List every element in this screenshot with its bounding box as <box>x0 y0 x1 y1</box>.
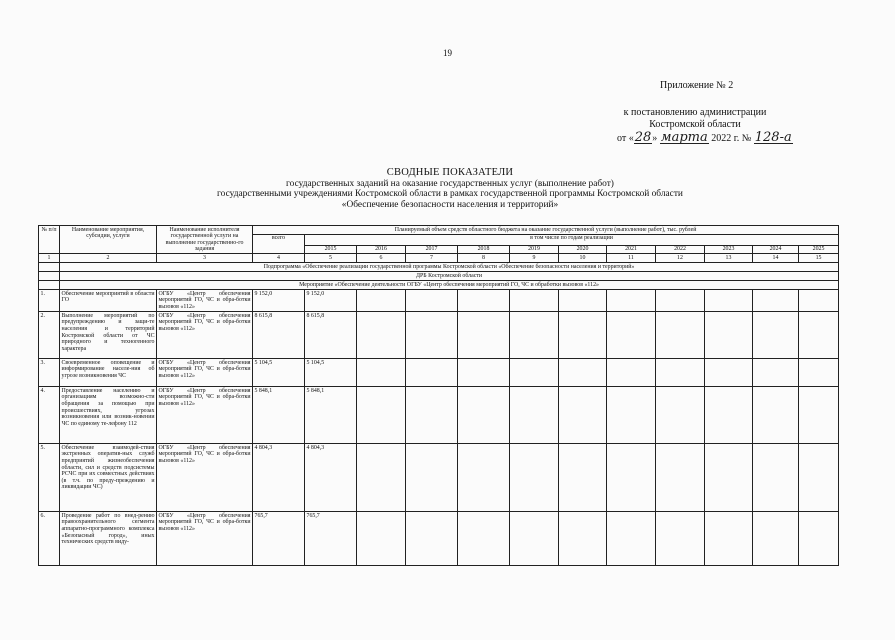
empty-cell <box>510 444 559 512</box>
header-year: 2019 <box>510 245 559 254</box>
row-2015: 4 804,3 <box>305 444 357 512</box>
empty-cell <box>656 312 705 359</box>
row-2015: 8 615,8 <box>305 312 357 359</box>
column-number: 7 <box>406 254 458 263</box>
empty-cell <box>607 512 656 566</box>
resolution-reference <box>610 107 780 131</box>
empty-cell <box>753 290 799 312</box>
table-row <box>39 387 839 444</box>
row-total: 5 848,1 <box>253 387 305 444</box>
resolution-line-2: Костромской области <box>649 119 741 130</box>
empty-cell <box>559 290 607 312</box>
empty-cell <box>799 512 839 566</box>
header-row-1 <box>39 226 839 235</box>
empty-cell <box>357 359 406 387</box>
empty-cell <box>406 444 458 512</box>
empty-cell <box>406 290 458 312</box>
row-name: Своевременное оповещение и информирование населе-ния об угрозе возникновения ЧС <box>60 359 157 387</box>
date-year: 2022 г. № <box>708 133 754 144</box>
row-executor: ОГБУ «Центр обеспечения мероприятий ГО, ЧС и обра-ботки вызовов «112» <box>157 444 253 512</box>
header-year: 2025 <box>799 245 839 254</box>
header-year: 2020 <box>559 245 607 254</box>
header-year: 2018 <box>458 245 510 254</box>
column-number-row <box>39 254 839 263</box>
column-number: 3 <box>157 254 253 263</box>
row-executor: ОГБУ «Центр обеспечения мероприятий ГО, ЧС и обра-ботки вызовов «112» <box>157 359 253 387</box>
empty-cell <box>799 359 839 387</box>
department-row <box>39 272 839 281</box>
handwritten-number: 128-а <box>754 130 792 145</box>
activity-row <box>39 281 839 290</box>
row-num: 5. <box>39 444 60 512</box>
row-name: Предоставление населению и организациям возможно-сти обращения за помощью при происшествиях, угрозах возникновения или возник-новении ЧС по единому те-лефону 112 <box>60 387 157 444</box>
header-year: 2022 <box>656 245 705 254</box>
empty-cell <box>406 359 458 387</box>
row-executor: ОГБУ «Центр обеспечения мероприятий ГО, ЧС и обра-ботки вызовов «112» <box>157 387 253 444</box>
indicators-table <box>38 225 839 566</box>
empty-cell <box>458 512 510 566</box>
column-number: 11 <box>607 254 656 263</box>
empty-cell <box>799 444 839 512</box>
row-total: 765,7 <box>253 512 305 566</box>
empty-cell <box>458 444 510 512</box>
section-spacer <box>39 263 60 272</box>
empty-cell <box>357 512 406 566</box>
title-line-4: «Обеспечение безопасности населения и территорий» <box>341 199 559 210</box>
empty-cell <box>406 312 458 359</box>
column-number: 9 <box>510 254 559 263</box>
column-number: 8 <box>458 254 510 263</box>
table-row <box>39 444 839 512</box>
section-spacer <box>39 281 60 290</box>
empty-cell <box>607 387 656 444</box>
row-name: Проведение работ по внед-рению правоохранительного сегмента аппаратно-программного комплекса «Безопасный город», иных технических средств виду- <box>60 512 157 566</box>
empty-cell <box>458 359 510 387</box>
row-num: 2. <box>39 312 60 359</box>
column-number: 2 <box>60 254 157 263</box>
empty-cell <box>357 444 406 512</box>
empty-cell <box>656 290 705 312</box>
row-name: Обеспечение взаимодей-ствия экстренных оператив-ных служб предприятий жизнеобеспечения области, сил и средств подсистемы РСЧС при их совместных действиях (в т.ч. по преду-преждению и ликвидации ЧС) <box>60 444 157 512</box>
empty-cell <box>705 312 753 359</box>
empty-cell <box>705 512 753 566</box>
title-line-1: СВОДНЫЕ ПОКАЗАТЕЛИ <box>386 167 514 178</box>
empty-cell <box>406 387 458 444</box>
header-year: 2021 <box>607 245 656 254</box>
column-number: 1 <box>39 254 60 263</box>
empty-cell <box>510 387 559 444</box>
empty-cell <box>705 387 753 444</box>
empty-cell <box>559 387 607 444</box>
empty-cell <box>607 359 656 387</box>
table-row <box>39 512 839 566</box>
column-number: 4 <box>253 254 305 263</box>
header-planned: Планируемый объем средств областного бюджета на оказание государственной услуги (выполнение работ), тыс. рублей <box>253 226 839 235</box>
empty-cell <box>458 312 510 359</box>
empty-cell <box>799 312 839 359</box>
column-number: 10 <box>559 254 607 263</box>
empty-cell <box>559 312 607 359</box>
column-number: 15 <box>799 254 839 263</box>
resolution-line-1: к постановлению администрации <box>623 107 767 118</box>
empty-cell <box>510 290 559 312</box>
table-row <box>39 312 839 359</box>
empty-cell <box>559 359 607 387</box>
empty-cell <box>607 290 656 312</box>
empty-cell <box>357 290 406 312</box>
date-mid: » <box>652 133 660 144</box>
empty-cell <box>705 444 753 512</box>
row-total: 9 152,0 <box>253 290 305 312</box>
header-by-years: в том числе по годам реализации <box>305 234 839 245</box>
row-num: 3. <box>39 359 60 387</box>
row-total: 8 615,8 <box>253 312 305 359</box>
section-spacer <box>39 272 60 281</box>
empty-cell <box>799 387 839 444</box>
header-year: 2024 <box>753 245 799 254</box>
empty-cell <box>799 290 839 312</box>
header-year: 2015 <box>305 245 357 254</box>
row-2015: 765,7 <box>305 512 357 566</box>
table-row <box>39 359 839 387</box>
resolution-date-line <box>617 132 793 144</box>
row-name: Выполнение мероприятий по предупреждению и защи-те населения и территорий Костромской области от ЧС природного и техногенного характера <box>60 312 157 359</box>
activity-title: Мероприятие «Обеспечение деятельности ОГБУ «Центр обеспечения мероприятий ГО, ЧС и обработки вызовов «112» <box>60 281 839 290</box>
header-executor: Наименование исполнителя государственной услуги на выполнение государственно-го задания <box>157 226 253 254</box>
row-executor: ОГБУ «Центр обеспечения мероприятий ГО, ЧС и обра-ботки вызовов «112» <box>157 512 253 566</box>
column-number: 5 <box>305 254 357 263</box>
empty-cell <box>753 359 799 387</box>
row-total: 5 104,5 <box>253 359 305 387</box>
header-year: 2016 <box>357 245 406 254</box>
row-name: Обеспечение мероприятий в области ГО <box>60 290 157 312</box>
handwritten-day: 28 <box>634 130 652 145</box>
page-number: 19 <box>443 48 452 58</box>
row-2015: 5 104,5 <box>305 359 357 387</box>
row-total: 4 804,3 <box>253 444 305 512</box>
column-number: 14 <box>753 254 799 263</box>
header-num: № п/п <box>39 226 60 254</box>
subprogram-title: Подпрограмма «Обеспечение реализации государственной программы Костромской области «Обеспечение безопасности населения и территорий» <box>60 263 839 272</box>
empty-cell <box>705 359 753 387</box>
row-2015: 9 152,0 <box>305 290 357 312</box>
column-number: 6 <box>357 254 406 263</box>
empty-cell <box>705 290 753 312</box>
empty-cell <box>559 512 607 566</box>
column-number: 13 <box>705 254 753 263</box>
empty-cell <box>510 359 559 387</box>
row-executor: ОГБУ «Центр обеспечения мероприятий ГО, ЧС и обра-ботки вызовов «112» <box>158 290 251 311</box>
empty-cell <box>753 387 799 444</box>
empty-cell <box>510 312 559 359</box>
empty-cell <box>406 512 458 566</box>
row-num: 1. <box>39 290 60 312</box>
department-title: ДРБ Костромской области <box>60 272 839 281</box>
document-title <box>150 168 750 210</box>
row-num: 4. <box>39 387 60 444</box>
column-number: 12 <box>656 254 705 263</box>
empty-cell <box>458 387 510 444</box>
header-name: Наименование мероприятия, субсидии, услуги <box>60 226 157 254</box>
appendix-label: Приложение № 2 <box>660 80 734 91</box>
empty-cell <box>559 444 607 512</box>
header-total: всего <box>253 234 305 254</box>
empty-cell <box>357 312 406 359</box>
date-prefix: от « <box>617 133 634 144</box>
empty-cell <box>458 290 510 312</box>
table-row <box>39 290 839 312</box>
header-year: 2017 <box>406 245 458 254</box>
empty-cell <box>357 387 406 444</box>
empty-cell <box>656 387 705 444</box>
title-line-2: государственных заданий на оказание государственных услуг (выполнение работ) <box>286 178 614 189</box>
empty-cell <box>607 312 656 359</box>
row-num: 6. <box>39 512 60 566</box>
row-executor: ОГБУ «Центр обеспечения мероприятий ГО, ЧС и обра-ботки вызовов «112» <box>157 312 253 359</box>
empty-cell <box>753 444 799 512</box>
title-line-3: государственными учреждениями Костромской области в рамках государственной программы Костромской области <box>217 189 683 199</box>
empty-cell <box>510 512 559 566</box>
row-2015: 5 848,1 <box>305 387 357 444</box>
empty-cell <box>656 512 705 566</box>
empty-cell <box>656 359 705 387</box>
header-year: 2023 <box>705 245 753 254</box>
empty-cell <box>607 444 656 512</box>
empty-cell <box>753 512 799 566</box>
empty-cell <box>753 312 799 359</box>
subprogram-row <box>39 263 839 272</box>
handwritten-month: марта <box>660 130 708 145</box>
empty-cell <box>656 444 705 512</box>
